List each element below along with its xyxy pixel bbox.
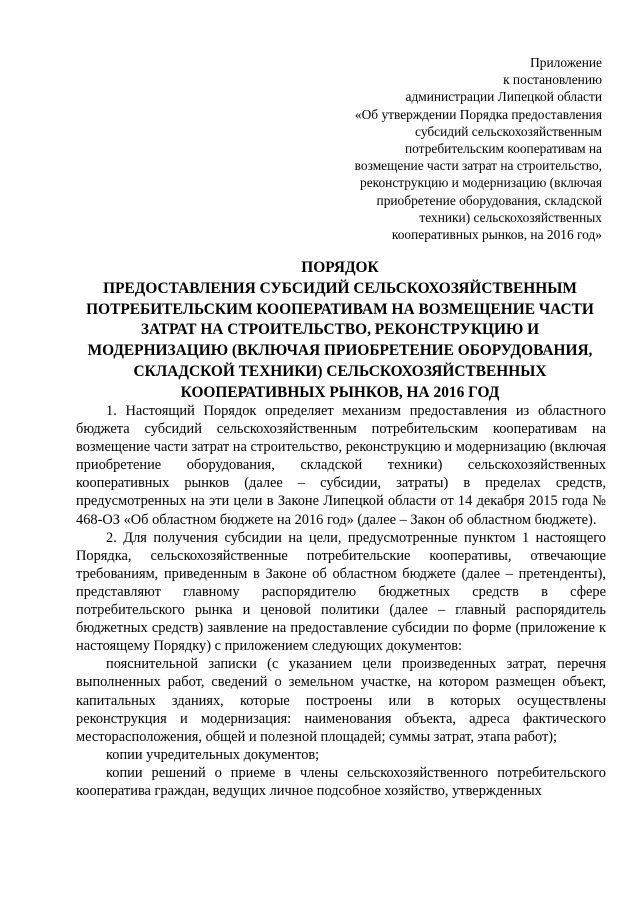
paragraph-founding-docs: копии учредительных документов; [106,746,320,763]
title-line: СКЛАДСКОЙ ТЕХНИКИ) СЕЛЬСКОХОЗЯЙСТВЕННЫХ [133,362,547,380]
appendix-line: Приложение [530,55,602,70]
appendix-line: возмещение части затрат на строительство, [354,158,602,174]
appendix-line: реконструкцию и модернизацию (включая [360,175,602,191]
appendix-line: потребительским кооперативам на [405,141,602,157]
title-line: КООПЕРАТИВНЫХ РЫНКОВ, НА 2016 ГОД [180,383,500,401]
appendix-line: кооперативных рынков, на 2016 год» [391,227,602,243]
paragraph-1: 1. Настоящий Порядок определяет механизм предоставления из областного бюджета субсидий сельскохозяйственным потребительским кооперативам на возмещение части затрат на строительство, реконструкцию и модернизацию (включая приобретение оборудования, складской техники) сельскохозяйственных кооперативных рынков (далее – субсидии, затраты) в пределах средств, предусмотренных на эти цели в Законе Липецкой области от 14 декабря 2015 года № 468-ОЗ «Об областном бюджете на 2016 год» (далее – Закон об областном бюджете). [76,403,606,528]
paragraph-explanatory-note: пояснительной записки (с указанием цели произведенных затрат, перечня выполненных работ, сведений о земельном участке, на котором размещен объект, капитальных зданиях, которые построены или в которых осуществлены реконструкция и модернизация: наименования объекта, адреса фактического месторасположения, общей и полезной площадей; суммы затрат, этапа работ); [76,656,606,745]
appendix-line: субсидий сельскохозяйственным [415,123,602,139]
paragraph-2: 2. Для получения субсидии на цели, предусмотренные пунктом 1 настоящего Порядка, сельскохозяйственные потребительские кооперативы, отвечающие требованиям, приведенным в Законе об областном бюджете (далее – претенденты), представляют главному распорядителю бюджетных средств в сфере потребительского рынка и ценовой политики (далее – главный распорядитель бюджетных средств) заявление на предоставление субсидии по форме (приложение к настоящему Порядку) с приложением следующих документов: [76,529,606,655]
appendix-line: администрации Липецкой области [405,89,602,105]
appendix-line: к постановлению [503,72,602,88]
document-title [66,258,614,404]
title-line: ПРЕДОСТАВЛЕНИЯ СУБСИДИЙ СЕЛЬСКОХОЗЯЙСТВЕННЫМ [103,279,577,297]
document-body [76,402,606,800]
title-line: ПОТРЕБИТЕЛЬСКИМ КООПЕРАТИВАМ НА ВОЗМЕЩЕНИЕ ЧАСТИ [86,300,594,318]
appendix-line: техники) сельскохозяйственных [419,209,602,225]
appendix-header [302,54,602,243]
title-line: ЗАТРАТ НА СТРОИТЕЛЬСТВО, РЕКОНСТРУКЦИЮ И [140,321,540,339]
appendix-line: приобретение оборудования, складской [376,192,602,208]
paragraph-membership-decisions: копии решений о приеме в члены сельскохозяйственного потребительского кооператива граждан, ведущих личное подсобное хозяйство, утвержденных [76,764,606,799]
appendix-line: «Об утверждении Порядка предоставления [354,106,602,122]
title-line: ПОРЯДОК [301,259,379,276]
title-line: МОДЕРНИЗАЦИЮ (ВКЛЮЧАЯ ПРИОБРЕТЕНИЕ ОБОРУДОВАНИЯ, [87,342,593,360]
